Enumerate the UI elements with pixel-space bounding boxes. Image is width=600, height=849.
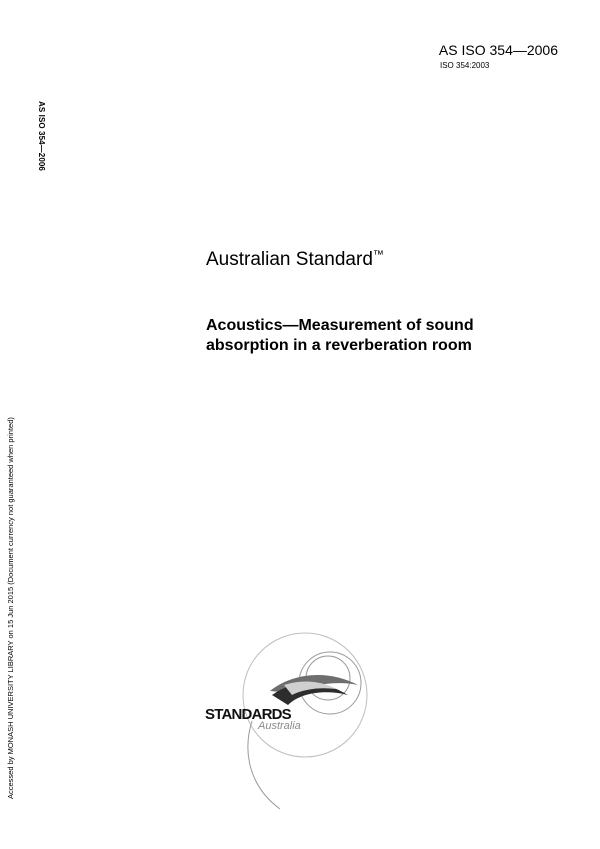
title-line-2: absorption in a reverberation room: [206, 337, 472, 354]
standard-type-heading: [206, 249, 384, 271]
document-code: AS ISO 354—2006: [438, 42, 558, 58]
logo-wordmark: STANDARDS: [205, 706, 291, 723]
access-note: Accessed by MONASH UNIVERSITY LIBRARY on 15 Jun 2015 (Document currency not guaranteed when printed): [6, 417, 15, 799]
standards-australia-logo: [200, 625, 380, 815]
logo-subtext: Australia: [258, 720, 301, 732]
document-title: [206, 316, 526, 356]
iso-reference: ISO 354:2003: [440, 61, 490, 70]
trademark-symbol: ™: [372, 249, 384, 261]
title-line-1: Acoustics—Measurement of sound: [206, 317, 474, 334]
logo-arc-lower: [248, 721, 280, 809]
spine-code: AS ISO 354—2006: [37, 101, 46, 171]
standard-type-label: Australian Standard: [206, 249, 373, 270]
